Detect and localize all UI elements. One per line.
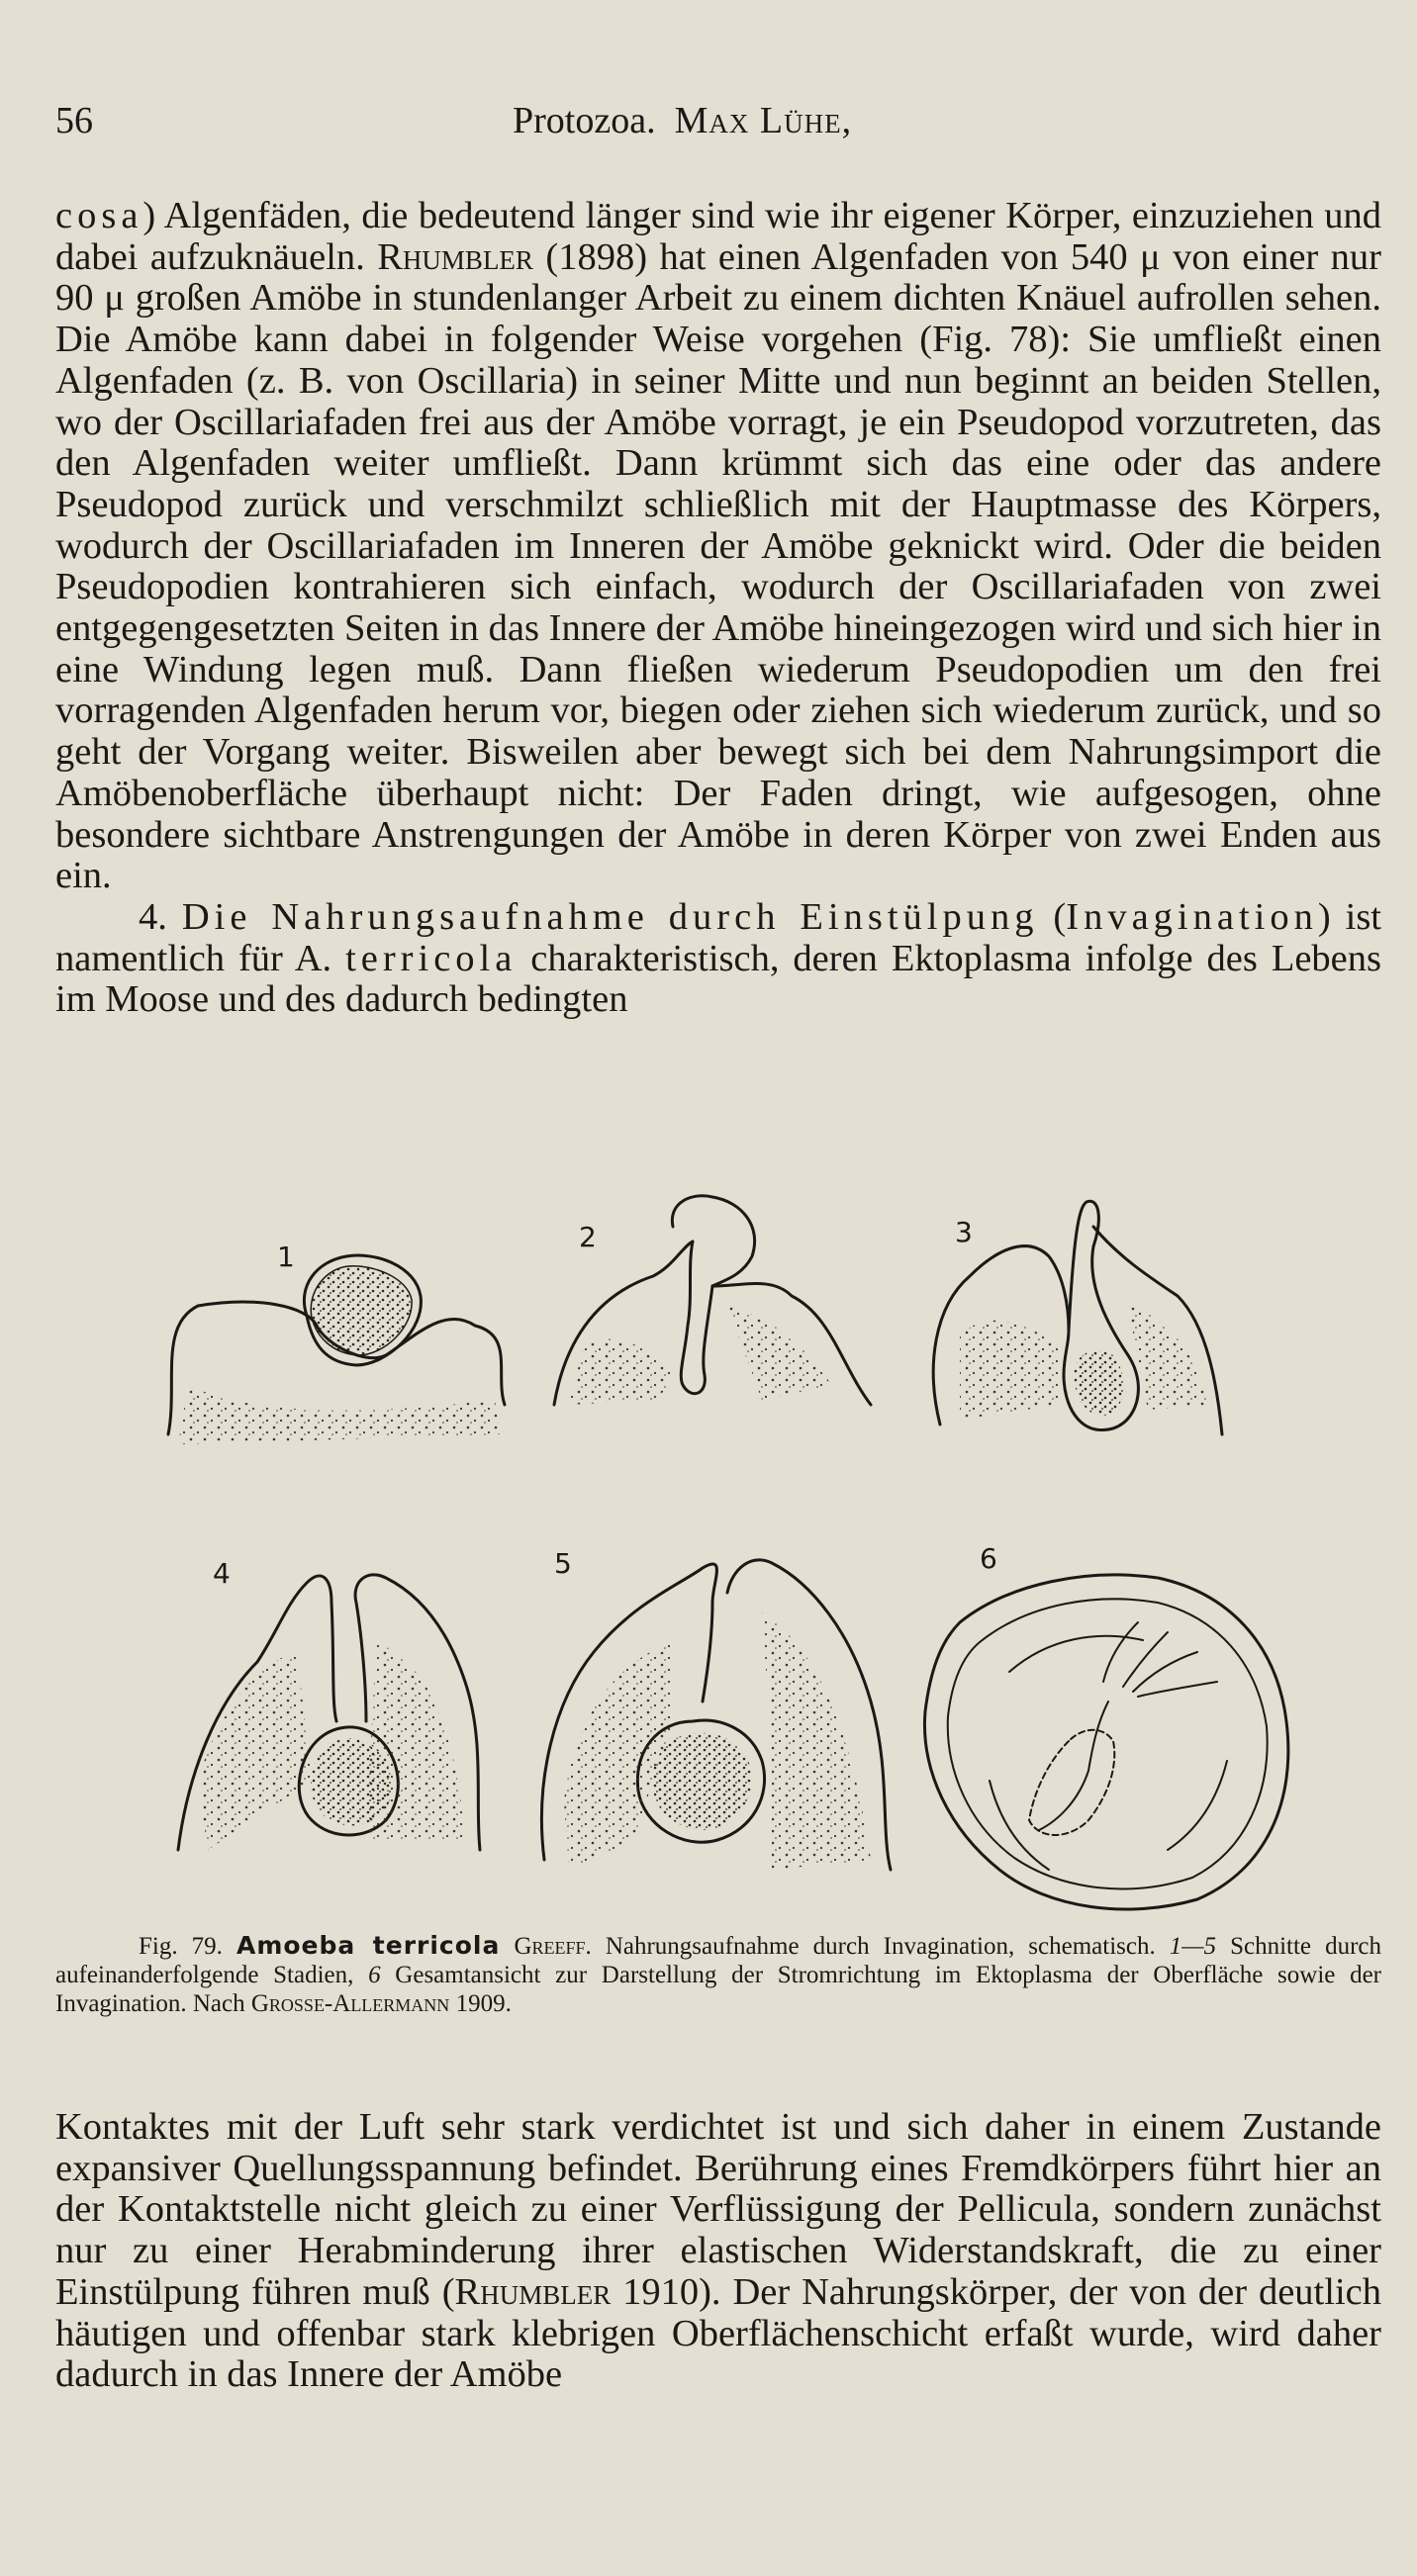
figure-label-6: 6 (980, 1542, 997, 1575)
para2-text-b: ) ist namentlich für A. (55, 895, 1382, 979)
para2-text-c: charakteristisch, deren Ektoplasma infolge des Lebens im Moose und des dadurch bedingten (55, 937, 1381, 1021)
running-title (513, 99, 852, 142)
stage-1-drawing (168, 1255, 505, 1444)
caption-range: 1—5 (1169, 1933, 1217, 1960)
paragraph-3 (55, 2107, 1381, 2396)
running-header (55, 99, 1381, 158)
paragraph-2 (55, 897, 1381, 1021)
para2-text-a: ( (1038, 895, 1067, 938)
para2-spaced-species: terricola (345, 937, 518, 979)
para1-text-b: (1898) hat einen Algenfaden von 540 μ von einer nur 90 μ großen Amöbe in stundenlanger Arbeit zu einem dichten Knäuel aufrollen sehen. Die Amöbe kann dabei in folgender Weise vorgehen (Fig. 78): Sie umfließt einen Algenfaden (z. B. von Oscillaria) in seiner Mitte und nun beginnt an beiden Stellen, wo der Oscillariafaden frei aus der Amöbe vorragt, je ein Pseudopod vorzutreten, das den Algenfaden weiter umfließt. Dann krümmt sich das eine oder das andere Pseudopod zurück und verschmilzt schließlich mit der Hauptmasse des Körpers, wodurch der Oscillariafaden im Inneren der Amöbe geknickt wird. Oder die beiden Pseudopodien kontrahieren sich einfach, wodurch der Oscillariafaden von zwei entgegengesetzten Seiten in das Innere der Amöbe hineingezogen wird und sich hier in eine Windung legen muß. Dann fließen wiederum Pseudopodien um den frei vorragenden Algenfaden herum vor, biegen oder ziehen sich wiederum zurück, und so geht der Vorgang weiter. Bisweilen aber bewegt sich bei dem Nahrungsimport die Amöbenoberfläche überhaupt nicht: Der Faden dringt, wie aufgesogen, ohne besondere sichtbare Anstrengungen der Amöbe in deren Körper von zwei Enden aus ein. (55, 235, 1381, 897)
body-text-top (55, 196, 1381, 1021)
stage-2-drawing (554, 1196, 871, 1405)
para3-text-a: Kontaktes mit der Luft sehr stark verdichtet ist und sich daher in einem Zustande expansiver Quellungsspannung befindet. Berührung eines Fremdkörpers führt hier an der Kontaktstelle nicht gleich zu einer Verflüssigung der Pellicula, sondern zunächst nur zu einer Herabminderung ihrer elastischen Widerstandskraft, die zu einer Einstülpung führen muß ( (55, 2106, 1381, 2313)
figure-label-2: 2 (579, 1221, 597, 1253)
stage-4-drawing (178, 1575, 480, 1850)
figure-label-1: 1 (277, 1241, 295, 1273)
figure-79-drawing (119, 1187, 1306, 1939)
caption-year: 1909. (449, 1990, 512, 2017)
figure-caption (55, 1931, 1381, 2018)
stage-5-drawing (541, 1560, 891, 1870)
caption-author: Greeff. (514, 1933, 592, 1960)
caption-source: Grosse-Allermann (250, 1990, 450, 2017)
para2-spaced-title: Die Nahrungsaufnahme durch Einstülpung (181, 895, 1039, 938)
running-title-text: Protozoa. (513, 100, 656, 141)
caption-text-3: Gesamtansicht zur Darstellung der Stromrichtung im Ektoplasma der Oberfläche sowie der Invagination. Nach (55, 1962, 1381, 2017)
para3-text-b: 1910). Der Nahrungskörper, der von der deutlich häutigen und offenbar stark klebrigen Oberflächenschicht erfaßt wurde, wird daher dadurch in das Innere der Amöbe (55, 2270, 1381, 2396)
para1-text-a: ) Algenfäden, die bedeutend länger sind wie ihr eigener Körper, einzuziehen und dabei aufzuknäueln. (55, 195, 1381, 278)
running-author: Max Lühe, (674, 100, 853, 141)
figure-label-3: 3 (955, 1216, 973, 1248)
stage-3-drawing (933, 1201, 1222, 1434)
citation-rhumbler-1898: Rhumbler (377, 235, 533, 278)
paragraph-1 (55, 196, 1381, 897)
page-number: 56 (55, 100, 93, 141)
caption-species: Amoeba terricola (236, 1931, 501, 1960)
stage-6-drawing (924, 1575, 1287, 1909)
citation-rhumbler-1910: Rhumbler (454, 2270, 612, 2313)
figure-label-4: 4 (213, 1557, 231, 1590)
para2-number: 4. (139, 895, 182, 938)
body-text-bottom (55, 2107, 1381, 2396)
figure-label-5: 5 (554, 1547, 572, 1580)
caption-text-1: Nahrungsaufnahme durch Invagination, schematisch. (591, 1933, 1170, 1960)
para2-spaced-invagination: Invagination (1066, 895, 1318, 938)
figure-79 (119, 1187, 1306, 1939)
para1-spaced: cosa (55, 195, 143, 236)
caption-six: 6 (368, 1962, 381, 1988)
caption-text-2: Schnitte durch aufeinanderfolgende Stadien, (55, 1933, 1382, 1988)
caption-figure-number: Fig. 79. (139, 1933, 223, 1960)
